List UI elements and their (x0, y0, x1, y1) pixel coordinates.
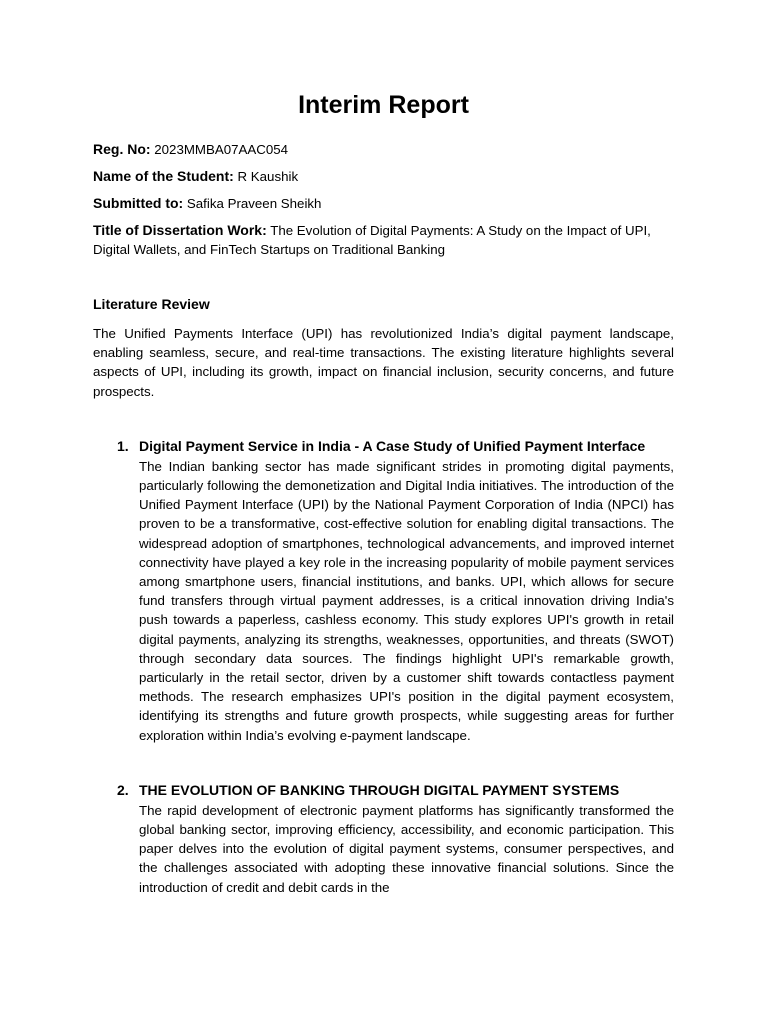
item-title: THE EVOLUTION OF BANKING THROUGH DIGITAL PAYMENT SYSTEMS (139, 781, 620, 798)
field-submitted-to (93, 194, 674, 213)
field-dissertation-title (93, 221, 674, 259)
literature-review-intro: The Unified Payments Interface (UPI) has revolutionized India’s digital payment landscape, enabling seamless, secure, and real-time transactions. The existing literature highlights several aspects of UPI, including its growth, impact on financial inclusion, security concerns, and future prospects. (93, 326, 674, 399)
item-body: The Indian banking sector has made significant strides in promoting digital payments, particularly following the demonetization and Digital India initiatives. The introduction of the Unified Payment Interface (UPI) by the National Payment Corporation of India (NPCI) has proven to be a transformative, cost-effective solution for enabling digital transactions. The widespread adoption of smartphones, technological advancements, and improved internet connectivity have played a key role in the increasing popularity of mobile payment services among smartphone users, financial institutions, and banks. UPI, which allows for secure fund transfers through virtual payment addresses, is a critical innovation driving India's push towards a paperless, cashless economy. This study explores UPI's growth in retail digital payments, analyzing its strengths, weaknesses, opportunities, and threats (SWOT) through secondary data sources. The findings highlight UPI's remarkable growth, particularly in the retail sector, driven by a customer shift towards contactless payment methods. The research emphasizes UPI's position in the digital payment ecosystem, identifying its strengths and future growth prospects, while suggesting areas for further exploration within India’s evolving e-payment landscape. (139, 458, 674, 743)
page-title: Interim Report (298, 91, 469, 119)
field-label: Submitted to: (93, 195, 184, 211)
field-student-name (93, 167, 674, 186)
review-list (93, 437, 674, 897)
field-reg-no (93, 140, 674, 159)
item-number: 2. (117, 781, 129, 798)
field-value: Safika Praveen Sheikh (186, 196, 322, 211)
item-body: The rapid development of electronic payment platforms has significantly transformed the global banking sector, improving efficiency, accessibility, and economic participation. This paper delves into the evolution of digital payment systems, consumer perspectives, and the challenges associated with adopting these innovative financial solutions. Since the introduction of credit and debit cards in the (139, 802, 674, 895)
item-number: 1. (117, 437, 129, 454)
section-heading-literature-review: Literature Review (93, 296, 210, 312)
document-page (93, 88, 674, 933)
field-label: Name of the Student: (93, 168, 234, 184)
field-label: Reg. No: (93, 141, 151, 157)
field-value: The Evolution of Digital Payments: A Study on the Impact of UPI, Digital Wallets, and FinTech Startups on Traditional Banking (93, 223, 651, 257)
field-value: 2023MMBA07AAC054 (154, 142, 289, 157)
list-item (93, 437, 674, 745)
field-value: R Kaushik (237, 169, 299, 184)
field-label: Title of Dissertation Work: (93, 222, 267, 238)
item-title: Digital Payment Service in India - A Case Study of Unified Payment Interface (139, 437, 646, 454)
list-item (93, 781, 674, 897)
